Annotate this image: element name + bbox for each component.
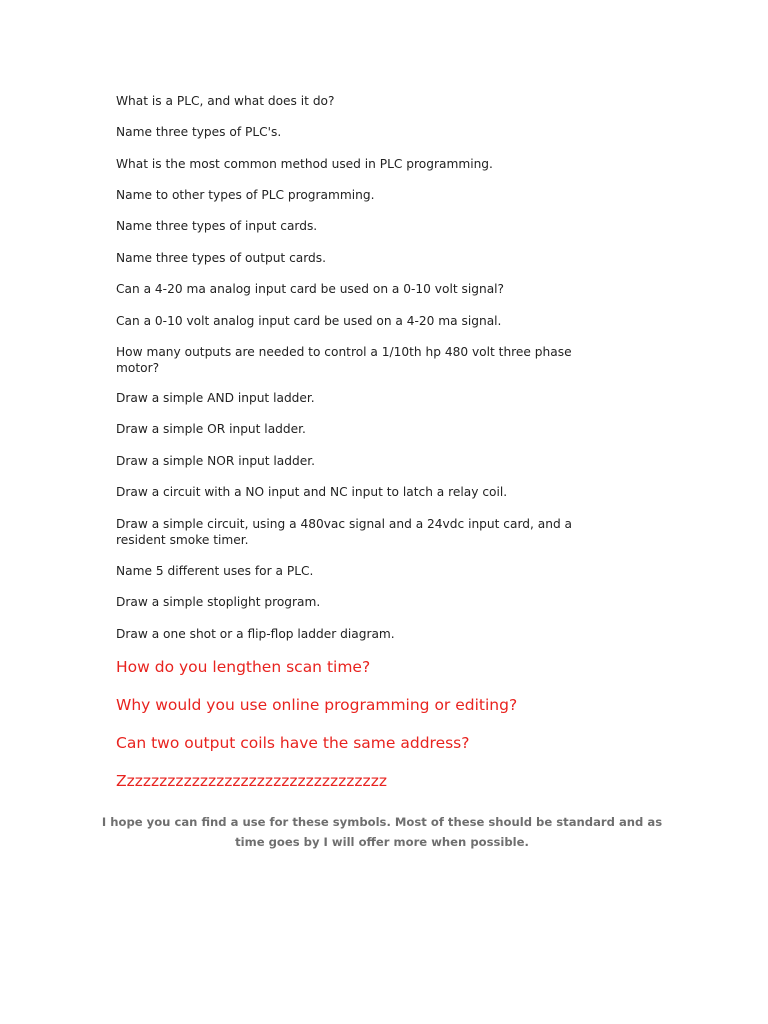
question-17: Draw a one shot or a flip-flop ladder diagram. <box>116 627 395 641</box>
question-8: Can a 0-10 volt analog input card be used on a 4-20 ma signal. <box>116 314 502 328</box>
highlighted-question-3: Can two output coils have the same address? <box>116 734 470 752</box>
question-11: Draw a simple OR input ladder. <box>116 422 306 436</box>
question-9: How many outputs are needed to control a 1/10th hp 480 volt three phase motor? <box>116 345 572 375</box>
question-10: Draw a simple AND input ladder. <box>116 391 315 405</box>
question-6: Name three types of output cards. <box>116 251 327 265</box>
question-7: Can a 4-20 ma analog input card be used on a 0-10 volt signal? <box>116 282 505 296</box>
question-2: Name three types of PLC's. <box>116 125 282 139</box>
highlighted-question-1: How do you lengthen scan time? <box>116 658 371 676</box>
question-4: Name to other types of PLC programming. <box>116 188 375 202</box>
question-12: Draw a simple NOR input ladder. <box>116 454 316 468</box>
question-3: What is the most common method used in PLC programming. <box>116 157 493 171</box>
footer-note: I hope you can find a use for these symbols. Most of these should be standard and as time goes by I will offer more when possible. <box>101 815 663 849</box>
question-1: What is a PLC, and what does it do? <box>116 94 335 108</box>
question-14: Draw a simple circuit, using a 480vac signal and a 24vdc input card, and a resident smoke timer. <box>116 517 573 547</box>
question-15: Name 5 different uses for a PLC. <box>116 564 314 578</box>
question-13: Draw a circuit with a NO input and NC input to latch a relay coil. <box>116 485 508 499</box>
highlighted-question-4: Zzzzzzzzzzzzzzzzzzzzzzzzzzzzzzzzz <box>116 772 387 790</box>
question-5: Name three types of input cards. <box>116 219 318 233</box>
question-16: Draw a simple stoplight program. <box>116 595 321 609</box>
highlighted-question-2: Why would you use online programming or editing? <box>116 696 518 714</box>
